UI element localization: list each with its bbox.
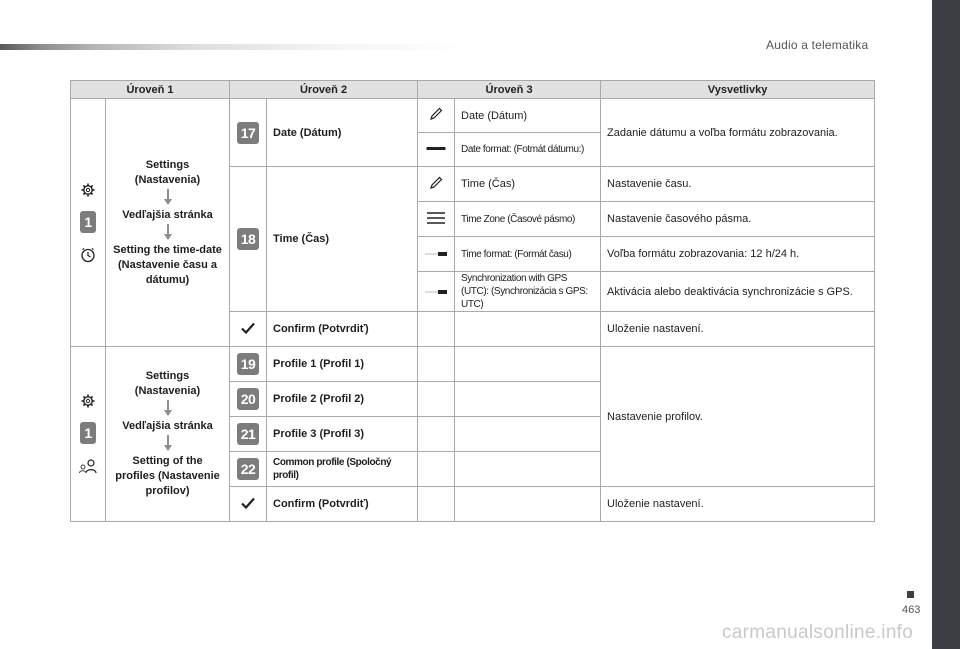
- step-badge: 20: [237, 388, 259, 410]
- section1-icons: [71, 99, 106, 347]
- explanation-text: Nastavenie časového pásma.: [601, 202, 875, 237]
- step-badge: 1: [80, 211, 96, 233]
- gear-icon: [81, 183, 95, 197]
- step-badge: 22: [237, 458, 259, 480]
- level2-profile: Common profile (Spoločný profil): [267, 452, 418, 487]
- column-header-level2: Úroveň 2: [230, 81, 418, 99]
- level3-item: Date format: (Fotmát dátumu:): [455, 133, 601, 167]
- table-row: [71, 99, 875, 133]
- path-step: Vedľajšia stránka: [122, 420, 213, 432]
- down-arrow-icon: [112, 223, 223, 243]
- path-step: Settings (Nastavenia): [134, 370, 201, 397]
- level2-time: Time (Čas): [267, 167, 418, 312]
- explanation-text: Voľba formátu zobrazovania: 12 h/24 h.: [601, 237, 875, 272]
- table-row: [71, 347, 875, 382]
- path-step: Setting of the profiles (Nastavenie profilov): [115, 455, 220, 497]
- level3-item: Synchronization with GPS (UTC): (Synchronizácia s GPS: UTC): [455, 272, 601, 312]
- step-badge: 17: [237, 122, 259, 144]
- step-badge: 1: [80, 422, 96, 444]
- toggle-icon: [425, 289, 447, 295]
- page-marker: [907, 591, 914, 598]
- step-badge: 19: [237, 353, 259, 375]
- pencil-icon: [429, 176, 443, 190]
- list-icon: [427, 212, 445, 224]
- level2-confirm: Confirm (Potvrdiť): [267, 487, 418, 522]
- explanation-text: Nastavenie času.: [601, 167, 875, 202]
- toggle-icon: [425, 251, 447, 257]
- level3-item: Time format: (Formát času): [455, 237, 601, 272]
- header-gradient-bar: [0, 44, 470, 50]
- explanation-text: Uloženie nastavení.: [601, 312, 875, 347]
- path-step: Settings (Nastavenia): [134, 158, 201, 186]
- level2-profile: Profile 1 (Profil 1): [267, 347, 418, 382]
- profile-icon: [78, 458, 98, 474]
- page-number: 463: [902, 604, 921, 616]
- explanation-text: Aktivácia alebo deaktivácia synchronizácie s GPS.: [601, 272, 875, 312]
- table-header-row: [71, 81, 875, 99]
- down-arrow-icon: [112, 399, 223, 419]
- gear-icon: [81, 394, 95, 408]
- path-step: Vedľajšia stránka: [122, 208, 213, 221]
- down-arrow-icon: [112, 188, 223, 208]
- level3-item: Time (Čas): [455, 167, 601, 202]
- column-header-level1: Úroveň 1: [71, 81, 230, 99]
- right-sidebar: [932, 0, 960, 649]
- step-badge: 21: [237, 423, 259, 445]
- explanation-text: Zadanie dátumu a voľba formátu zobrazovania.: [601, 99, 875, 167]
- level2-date: Date (Dátum): [267, 99, 418, 167]
- down-arrow-icon: [112, 434, 223, 454]
- path-step: Setting the time-date (Nastavenie času a dátumu): [113, 243, 222, 286]
- level2-profile: Profile 2 (Profil 2): [267, 382, 418, 417]
- clock-icon: [80, 247, 96, 263]
- explanation-text: Uloženie nastavení.: [601, 487, 875, 522]
- settings-table: [70, 80, 875, 522]
- level3-item: Time Zone (Časové pásmo): [455, 202, 601, 237]
- explanation-text: Nastavenie profilov.: [601, 347, 875, 487]
- slider-icon: [426, 145, 446, 153]
- level2-confirm: Confirm (Potvrdiť): [267, 312, 418, 347]
- section-title: Audio a telematika: [766, 38, 869, 52]
- checkmark-icon: [241, 322, 255, 334]
- section1-path: [106, 99, 230, 347]
- column-header-level3: Úroveň 3: [418, 81, 601, 99]
- section2-path: [106, 347, 230, 522]
- level3-item: Date (Dátum): [455, 99, 601, 133]
- pencil-icon: [429, 107, 443, 121]
- section2-icons: [71, 347, 106, 522]
- checkmark-icon: [241, 497, 255, 509]
- step-badge: 18: [237, 228, 259, 250]
- column-header-explanation: Vysvetlivky: [601, 81, 875, 99]
- watermark: carmanualsonline.info: [722, 622, 914, 643]
- level2-profile: Profile 3 (Profil 3): [267, 417, 418, 452]
